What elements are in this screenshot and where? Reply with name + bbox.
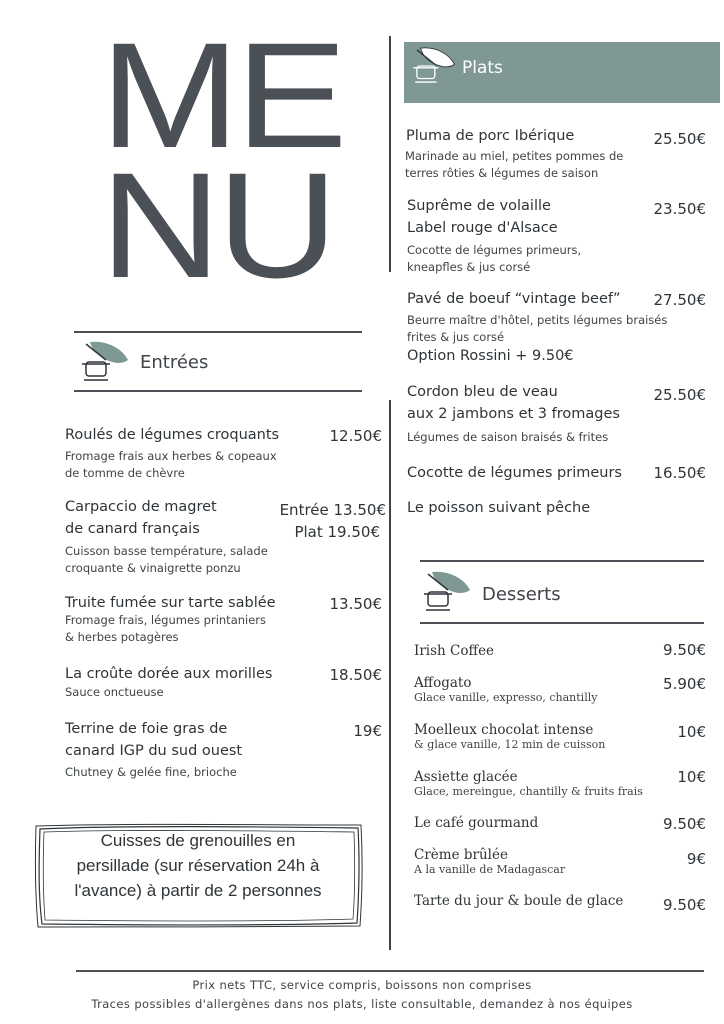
plat-1-desc2: terres rôties & légumes de saison (405, 166, 599, 180)
entree-4-desc1: Sauce onctueuse (65, 685, 164, 699)
dessert-5-name: Le café gourmand (414, 815, 539, 831)
special-note-line1: Cuisses de grenouilles en (100, 831, 296, 850)
dessert-6-desc: A la vanille de Madagascar (414, 863, 566, 876)
entree-1-desc1: Fromage frais aux herbes & copeaux (65, 449, 277, 463)
desserts-title: Desserts (482, 584, 561, 605)
dessert-4-name: Assiette glacée (414, 769, 518, 785)
chef-pot-icon (408, 44, 458, 88)
dessert-2-price: 5.90€ (663, 675, 706, 693)
entree-2-desc2: croquante & vinaigrette ponzu (65, 561, 241, 575)
plats-title: Plats (462, 58, 503, 78)
entree-1-name: Roulés de légumes croquants (65, 427, 280, 443)
dessert-7-name: Tarte du jour & boule de glace (414, 893, 624, 909)
entree-3-price: 13.50€ (329, 595, 382, 613)
chef-pot-icon (418, 568, 474, 616)
entrees-rule-bottom (74, 390, 362, 392)
plat-5-name: Cocotte de légumes primeurs (407, 465, 622, 481)
menu-title (100, 11, 350, 309)
plat-3-price: 27.50€ (653, 291, 706, 309)
plat-1-name: Pluma de porc Ibérique (406, 128, 575, 144)
footer-rule (76, 970, 704, 972)
plat-6-name: Le poisson suivant pêche (407, 500, 591, 516)
entree-5-price: 19€ (353, 722, 382, 740)
dessert-3-price: 10€ (677, 723, 706, 741)
plat-2-name2: Label rouge d'Alsace (407, 220, 558, 236)
menu-title-line1: ME (100, 11, 344, 179)
entree-5-desc1: Chutney & gelée fine, brioche (65, 765, 237, 779)
entree-4-price: 18.50€ (329, 666, 382, 684)
plat-1-price: 25.50€ (653, 130, 706, 148)
plat-4-desc1: Légumes de saison braisés & frites (407, 430, 609, 444)
entree-2-name2: de canard français (65, 521, 200, 537)
chef-pot-icon (76, 338, 132, 386)
divider-top (389, 36, 391, 272)
entree-2-desc1: Cuisson basse température, salade (65, 544, 268, 558)
entree-5-name1: Terrine de foie gras de (65, 721, 228, 737)
dessert-4-desc: Glace, mereingue, chantilly & fruits frais (414, 785, 643, 798)
dessert-3-name: Moelleux chocolat intense (414, 722, 594, 738)
dessert-3-desc: & glace vanille, 12 min de cuisson (414, 738, 606, 751)
plat-2-price: 23.50€ (653, 200, 706, 218)
dessert-1-price: 9.50€ (663, 641, 706, 659)
entrees-rule-top (74, 331, 362, 333)
dessert-6-name: Crème brûlée (414, 847, 508, 863)
desserts-rule-top (420, 560, 704, 562)
footer-line2: Traces possibles d'allergènes dans nos plats, liste consultable, demandez à nos équipes (91, 997, 633, 1011)
dessert-7-price: 9.50€ (663, 896, 706, 914)
plat-2-desc2: kneapfles & jus corsé (407, 260, 531, 274)
dessert-1-name: Irish Coffee (414, 643, 495, 659)
special-note (48, 828, 348, 903)
plat-4-name2: aux 2 jambons et 3 fromages (407, 406, 620, 422)
footer-line1: Prix nets TTC, service compris, boissons non comprises (192, 978, 532, 992)
entree-1-price: 12.50€ (329, 427, 382, 445)
plat-2-desc1: Cocotte de légumes primeurs, (407, 243, 582, 257)
entree-1-desc2: de tomme de chèvre (65, 466, 185, 480)
desserts-rule-bottom (420, 622, 704, 624)
entree-3-desc2: & herbes potagères (65, 630, 179, 644)
entrees-title: Entrées (140, 352, 209, 373)
entree-2-name1: Carpaccio de magret (65, 499, 217, 515)
special-note-line2: persillade (sur réservation 24h à (76, 856, 320, 875)
entree-3-name: Truite fumée sur tarte sablée (65, 595, 276, 611)
special-note-line3: l'avance) à partir de 2 personnes (74, 881, 322, 900)
plat-3-desc2: frites & jus corsé (407, 330, 505, 344)
dessert-5-price: 9.50€ (663, 815, 706, 833)
plat-4-price: 25.50€ (653, 386, 706, 404)
entree-3-desc1: Fromage frais, légumes printaniers (65, 613, 267, 627)
plat-2-name1: Suprême de volaille (407, 198, 551, 214)
entree-4-name: La croûte dorée aux morilles (65, 666, 273, 682)
menu-title-line2: NU (100, 141, 334, 309)
plat-3-option: Option Rossini + 9.50€ (407, 348, 574, 364)
dessert-2-desc: Glace vanille, expresso, chantilly (414, 691, 598, 704)
plat-5-price: 16.50€ (653, 464, 706, 482)
entree-2-price2: Plat 19.50€ (294, 523, 380, 541)
entree-5-name2: canard IGP du sud ouest (65, 743, 243, 759)
plat-3-name: Pavé de boeuf “vintage beef” (407, 291, 621, 307)
entree-2-price1: Entrée 13.50€ (279, 501, 386, 519)
plat-1-desc1: Marinade au miel, petites pommes de (405, 149, 624, 163)
divider-bottom (389, 400, 391, 950)
plat-4-name1: Cordon bleu de veau (407, 384, 558, 400)
plat-3-desc1: Beurre maître d'hôtel, petits légumes braisés (407, 313, 668, 327)
dessert-6-price: 9€ (686, 850, 706, 868)
dessert-4-price: 10€ (677, 768, 706, 786)
dessert-2-name: Affogato (414, 675, 472, 691)
